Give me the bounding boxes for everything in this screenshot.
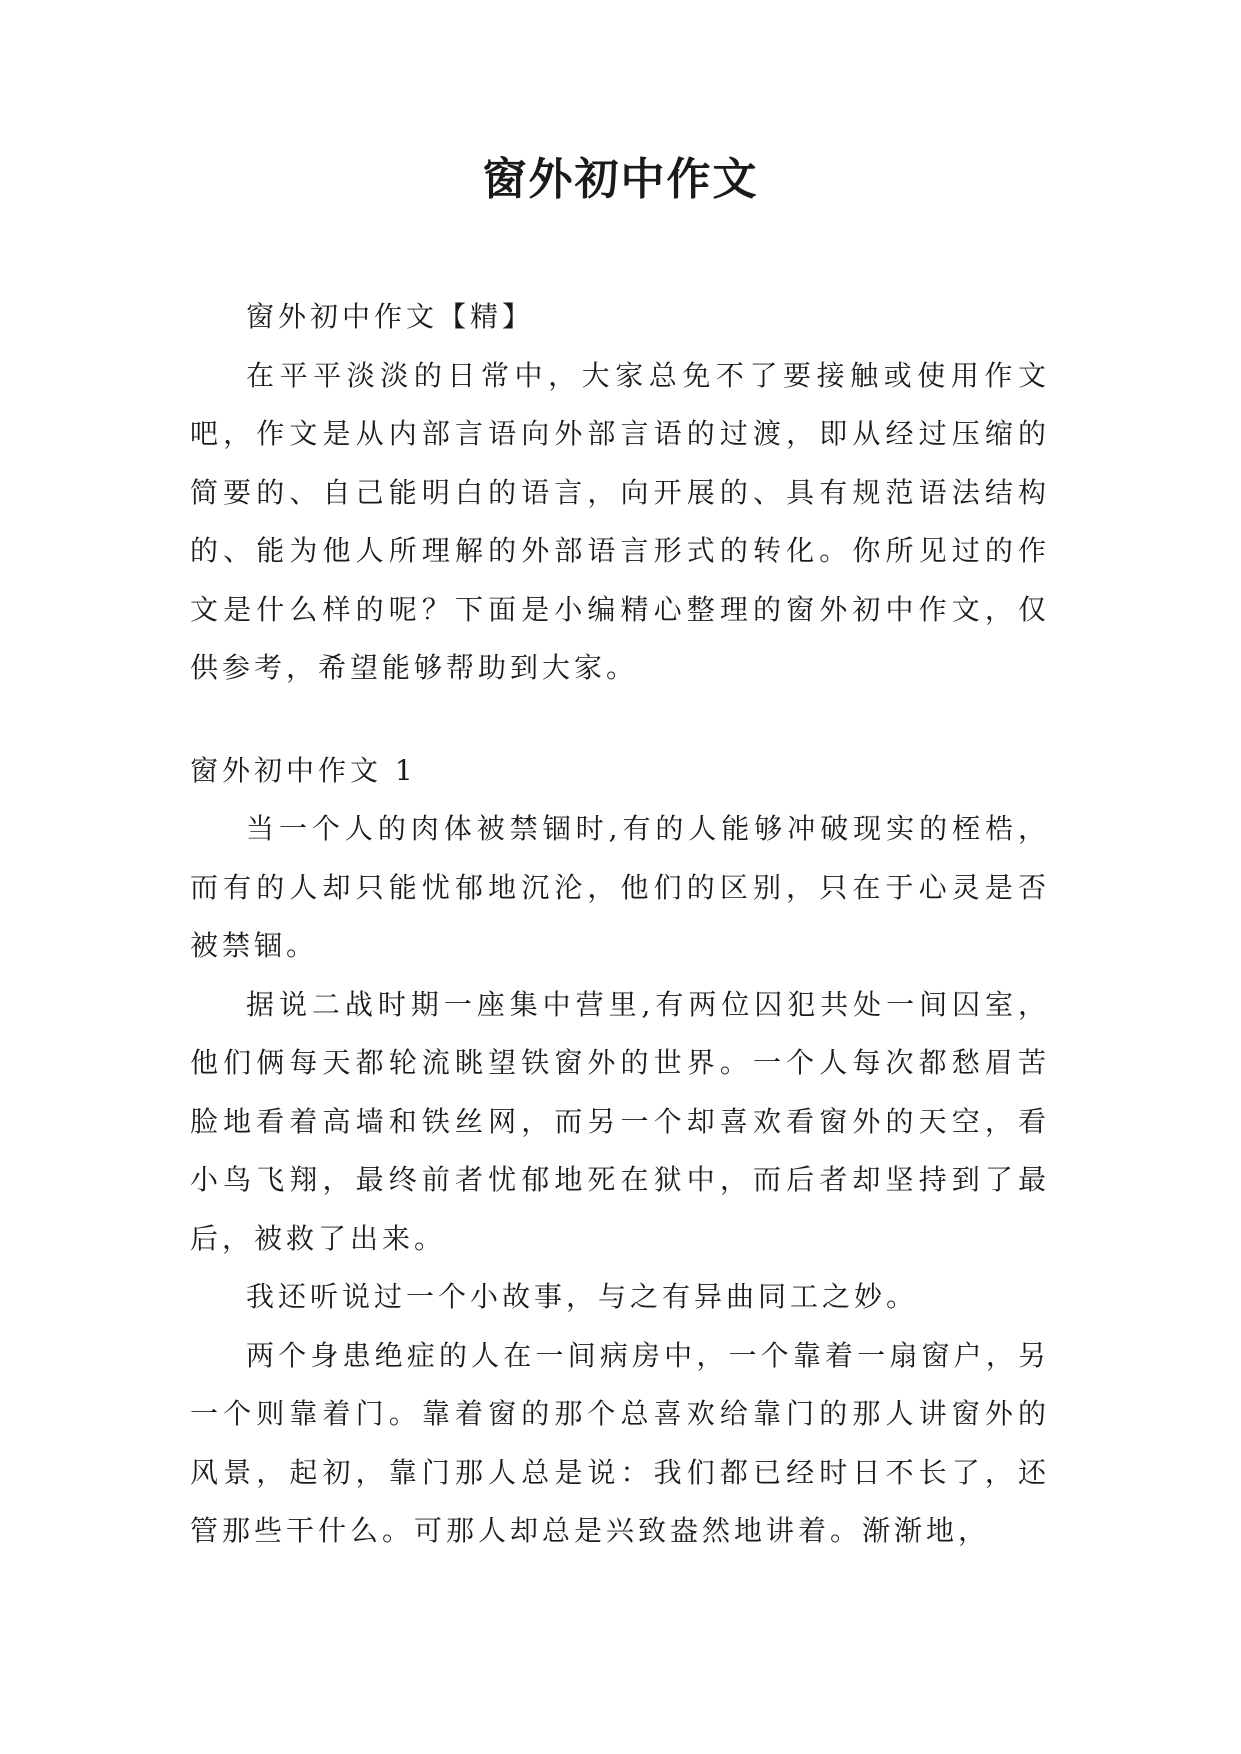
intro-paragraph: 在平平淡淡的日常中，大家总免不了要接触或使用作文吧，作文是从内部言语向外部言语的过渡，即从经过压缩的简要的、自己能明白的语言，向开展的、具有规范语法结构的、能为他人所理解的外部语言形式的转化。你所见过的作文是什么样的呢？下面是小编精心整理的窗外初中作文，仅供参考，希望能够帮助到大家。 [190,358,1050,684]
body-paragraph: 据说二战时期一座集中营里,有两位囚犯共处一间囚室，他们俩每天都轮流眺望铁窗外的世界。一个人每次都愁眉苦脸地看着高墙和铁丝网，而另一个却喜欢看窗外的天空，看小鸟飞翔，最终前者忧郁地死在狱中，而后者却坚持到了最后，被救了出来。 [190,987,1050,1255]
document-subtitle: 窗外初中作文【精】 [246,300,535,333]
body-paragraph: 两个身患绝症的人在一间病房中，一个靠着一扇窗户，另一个则靠着门。靠着窗的那个总喜欢给靠门的那人讲窗外的风景，起初，靠门那人总是说：我们都已经时日不长了，还管那些干什么。可那人却总是兴致盎然地讲着。渐渐地， [190,1338,1050,1547]
document-title: 窗外初中作文 [482,154,759,205]
body-paragraph: 当一个人的肉体被禁锢时,有的人能够冲破现实的桎梏，而有的人却只能忧郁地沉沦，他们的区别，只在于心灵是否被禁锢。 [190,812,1050,962]
section-heading: 窗外初中作文 1 [190,753,417,787]
document-body [190,288,1050,1561]
body-paragraph: 我还听说过一个小故事，与之有异曲同工之妙。 [246,1280,919,1313]
